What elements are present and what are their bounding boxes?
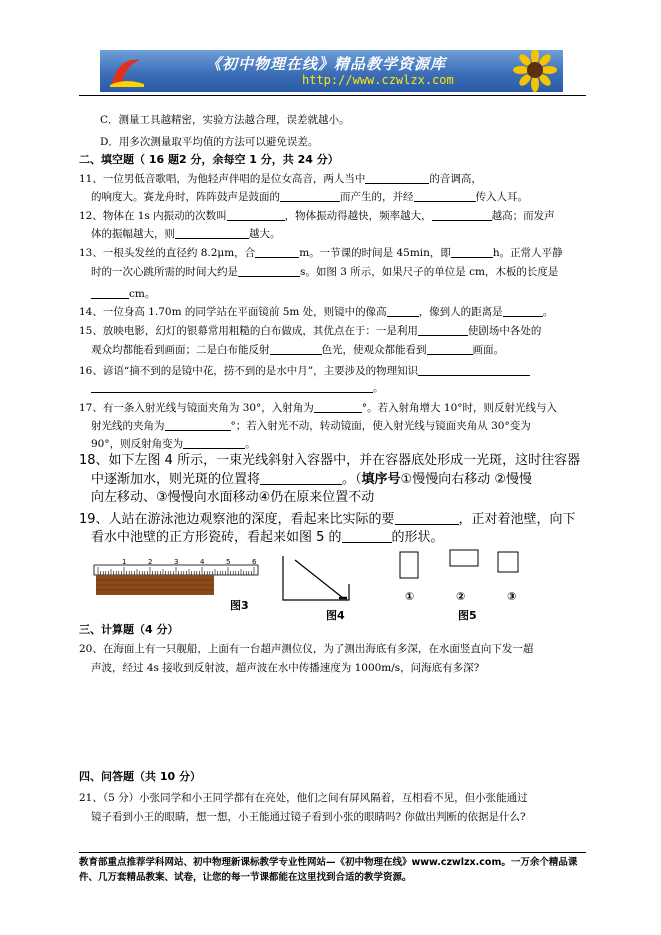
answer-blank[interactable] [418, 324, 468, 336]
ruler-label: 3 [174, 558, 179, 566]
container [283, 556, 349, 600]
option-d: D．用多次测量取平均值的方法可以避免误差。 [100, 136, 319, 148]
answer-blank[interactable] [91, 381, 373, 393]
answer-blank[interactable] [270, 343, 322, 355]
ruler-label: 1 [122, 558, 127, 566]
figure-3-caption: 图3 [230, 599, 249, 612]
footer-line-1: 教育部重点推荐学科网站、初中物理新课标教学专业性网站—《初中物理在线》www.czwlzx.com。一万余个精品课 [79, 857, 578, 868]
banner-title: 《初中物理在线》精品教学资源库 [206, 55, 447, 73]
ruler-label: 5 [226, 558, 231, 566]
question-16-line2: 。 [91, 381, 384, 395]
figure-5-option-3: ③ [507, 590, 517, 603]
figure-3-ruler-diagram [92, 556, 262, 596]
ruler-label: 4 [200, 558, 205, 566]
figure-5-option-1: ① [405, 590, 415, 603]
question-18-line3: 向左移动、③慢慢向水面移动④仍在原来位置不动 [91, 490, 375, 505]
light-ray [295, 560, 343, 598]
question-15-line2: 观众均都能看到画面；二是白布能反射 色光，使观众都能看到 画面。 [91, 344, 504, 356]
question-11-line1: 11、一位男低音歌唱，为他轻声伴唱的是位女高音，两人当中 的音调高， [79, 173, 482, 185]
question-16-line1: 16、谚语“摘不到的是镜中花，捞不到的是水中月”，主要涉及的物理知识 [79, 364, 530, 378]
answer-blank[interactable] [414, 190, 476, 202]
answer-blank[interactable] [418, 364, 530, 376]
question-20-line1: 20、在海面上有一只舰船，上面有一台超声测位仪，为了测出海底有多深，在水面竖直向下发一超 [79, 643, 534, 655]
answer-blank[interactable] [227, 209, 285, 221]
question-13-line3: cm。 [91, 287, 155, 301]
question-21-line2: 镜子看到小王的眼睛，想一想，小王能通过镜子看到小张的眼睛吗? 你做出判断的依据是什么? [91, 811, 526, 823]
ruler-label: 6 [252, 558, 257, 566]
site-logo [106, 54, 146, 88]
answer-blank[interactable] [342, 528, 392, 543]
banner-url[interactable]: http://www.czwlzx.com [302, 73, 454, 87]
header-rule [79, 95, 586, 96]
answer-blank[interactable] [432, 209, 492, 221]
answer-blank[interactable] [238, 265, 300, 277]
footer-line-2: 件、几万套精品教案、试卷，让您的每一节课都能在这里找到合适的教学资源。 [79, 872, 412, 883]
section-fill-in-heading: 二、填空题（ 16 题2 分，余每空 1 分，共 24 分） [79, 153, 339, 166]
question-17-line1: 17、有一条入射光线与镜面夹角为 30°，入射角为 °。若入射角增大 10°时，则反射光线与入 [79, 402, 558, 414]
tile-shape-2 [450, 550, 478, 566]
answer-blank[interactable] [427, 343, 473, 355]
answer-blank[interactable] [365, 172, 429, 184]
answer-blank[interactable] [387, 305, 419, 317]
answer-blank[interactable] [395, 510, 459, 525]
question-11-line2: 的响度大。赛龙舟时，阵阵鼓声是鼓面的 而产生的，并经 传入人耳。 [91, 191, 528, 203]
question-13-line2: 时的一次心跳所需的时间大约是 s。如图 3 所示，如果尺子的单位是 cm，木板的长度是 [91, 266, 559, 278]
question-17-line3: 90°，则反射角变为 。 [91, 438, 256, 450]
figure-5-tile-shapes [396, 548, 532, 582]
question-12-line2: 体的振幅越大，则 越大。 [91, 228, 281, 240]
question-19-line1: 19、人站在游泳池边观察池的深度，看起来比实际的要 ，正对着池壁，向下 [79, 512, 576, 527]
figure-5-option-2: ② [456, 590, 466, 603]
tile-shape-3 [498, 552, 518, 572]
answer-blank[interactable] [280, 190, 340, 202]
option-c: C．测量工具越精密，实验方法越合理，误差就越小。 [100, 114, 350, 126]
section-qa-heading: 四、问答题（共 10 分） [79, 770, 201, 783]
question-15-line1: 15、放映电影，幻灯的银幕常用粗糙的白布做成，其优点在于：一是利用 使剧场中各处的 [79, 325, 542, 337]
answer-blank[interactable] [91, 287, 129, 299]
question-20-line2: 声波，经过 4s 接收到反射波，超声波在水中传播速度为 1000m/s，问海底有多深? [91, 662, 480, 674]
answer-blank[interactable] [255, 246, 299, 258]
question-21-line1: 21、（5 分）小张同学和小王同学都有在亮处，他们之间有屏风隔着，互相看不见，但小张能通过 [79, 792, 528, 804]
answer-blank[interactable] [175, 227, 249, 239]
figure-5-caption: 图5 [458, 609, 477, 622]
footer-note [79, 855, 586, 885]
header-banner [100, 50, 563, 92]
tile-shape-1 [400, 552, 418, 578]
sunflower-icon [513, 50, 557, 92]
question-12-line1: 12、物体在 1s 内振动的次数叫 ，物体振动得越快，频率越大， 越高；而发声 [79, 210, 555, 222]
question-18-line1: 18、如下左图 4 所示，一束光线斜射入容器中，并在容器底处形成一光斑，这时往容器 [79, 453, 581, 468]
question-18-line2: 中逐渐加水，则光斑的位置将 。（填序号①慢慢向右移动 ②慢慢 [91, 472, 532, 487]
question-13-line1: 13、一根头发丝的直径约 8.2μm，合 m。一节课的时间是 45min，即 h。正常人平静 [79, 247, 563, 259]
answer-blank[interactable] [165, 419, 231, 431]
answer-blank[interactable] [451, 246, 493, 258]
answer-blank[interactable] [183, 437, 245, 449]
answer-blank[interactable] [314, 401, 362, 413]
answer-blank[interactable] [503, 305, 543, 317]
figure-4-caption: 图4 [326, 609, 345, 622]
figure-4-container-diagram [277, 554, 357, 604]
answer-blank[interactable] [260, 470, 342, 485]
question-14: 14、一位身高 1.70m 的同学站在平面镜前 5m 处，则镜中的像高 ，像到人的距离是 。 [79, 306, 554, 318]
section-calculation-heading: 三、计算题（4 分） [79, 623, 179, 636]
question-17-line2: 射光线的夹角为 °；若入射光不动，转动镜面，使入射光线与镜面夹角从 30°变为 [91, 420, 531, 432]
ruler-label: 2 [148, 558, 153, 566]
footer-rule [79, 852, 586, 853]
question-19-line2: 看水中池壁的正方形瓷砖，看起来如图 5 的 的形状。 [91, 530, 444, 545]
